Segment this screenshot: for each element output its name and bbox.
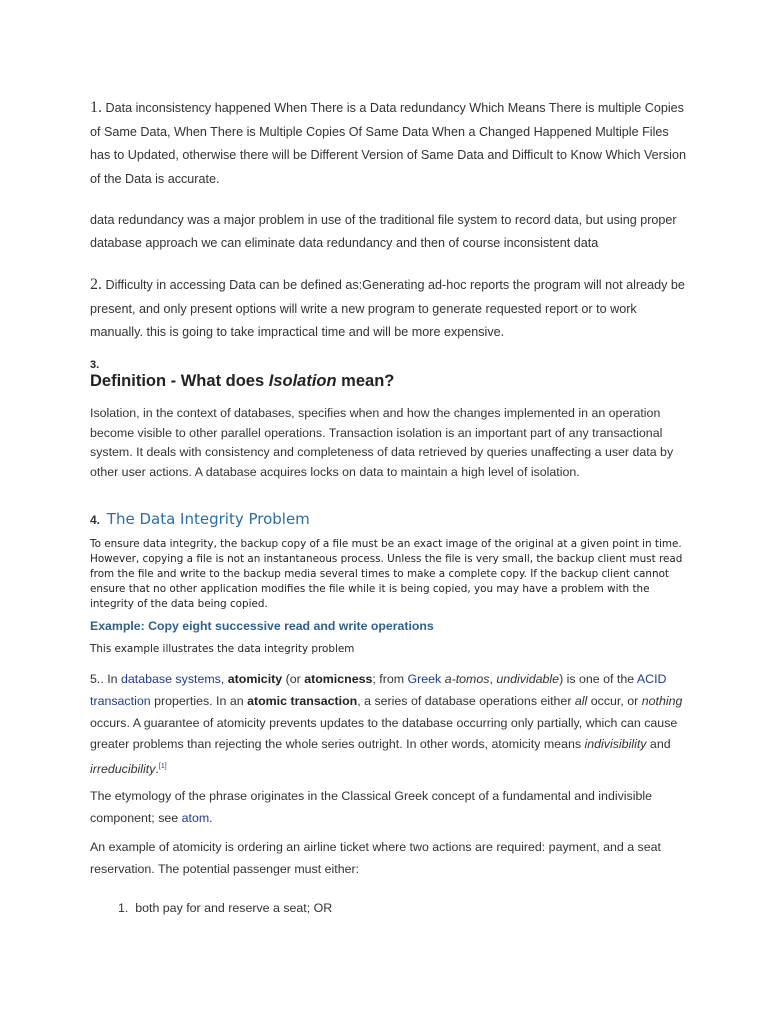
isolation-paragraph: Isolation, in the context of databases, specifies when and how the changes implemented in an operation become visible to other parallel operations. Transaction isolation is an important part of any transactional system. It deals with consistency and completeness of data retrieved by queries unaffecting a user data by other user actions. A database acquires locks on data to maintain a high level of isolation.	[90, 406, 674, 479]
paragraph-text: Difficulty in accessing Data can be defined as:Generating ad-hoc reports the program will not already be present, and only present options will write a new program to generate requested report or to work manually. this is going to take impractical time and will be more expensive.	[90, 278, 685, 339]
example-title: Example: Copy eight successive read and write operations	[90, 619, 434, 633]
section-number-3: 3.	[90, 359, 100, 371]
list-item	[118, 901, 718, 915]
text-run: ,	[489, 672, 497, 686]
text-run: properties. In an	[150, 693, 248, 708]
heading-text: mean?	[336, 372, 395, 390]
paragraph-redundancy	[90, 209, 690, 254]
database-systems-link[interactable]: database systems	[121, 672, 221, 686]
italic-term: all	[574, 693, 588, 708]
text-run: ; from	[372, 672, 408, 686]
text-run: ,	[220, 672, 228, 686]
paragraph-1	[90, 96, 690, 191]
text-run: .	[209, 810, 213, 825]
paragraph-text: data redundancy was a major problem in use of the traditional file system to record data, but using proper database approach we can eliminate data redundancy and then of course inconsistent data	[90, 213, 677, 250]
italic-term: indivisibility	[584, 737, 647, 752]
text-run: (or	[282, 672, 305, 686]
italic-term: nothing	[641, 693, 683, 708]
section-number: 2.	[90, 276, 102, 293]
isolation-heading	[90, 372, 690, 391]
acid-transaction-link[interactable]: ACID transaction	[90, 672, 667, 708]
text-run: In	[103, 672, 121, 686]
example-text: This example illustrates the data integrity problem	[90, 643, 355, 655]
bold-term: atomicity	[227, 672, 283, 686]
text-run: occurs. A guarantee of atomicity prevents updates to the database occurring only partially, which can cause greater problems than rejecting the whole series outright. In other words, atomicity means	[90, 715, 678, 752]
italic-term: undividable	[496, 672, 560, 686]
section-number: 5..	[90, 672, 104, 686]
section-number: 1.	[90, 99, 102, 116]
atom-link[interactable]: atom	[181, 810, 210, 825]
paragraph-text: The etymology of the phrase originates in the Classical Greek concept of a fundamental and indivisible component; see	[90, 789, 653, 825]
section-number: 4.	[90, 513, 101, 527]
list-item-text: both pay for and reserve a seat; OR	[135, 901, 333, 915]
text-run: ) is one of the	[559, 672, 637, 686]
bold-term: atomicness	[304, 672, 373, 686]
italic-term: a-tomos	[444, 672, 490, 686]
text-run: .	[155, 762, 159, 777]
paragraph-text: Data inconsistency happened When There is a Data redundancy Which Means There is multiple Copies of Same Data, When There is Multiple Copies Of Same Data When a Changed Happened Multiple Files has to Updated, otherwise there will be Different Version of Same Data and Difficult to Know Which Version of the Data is accurate.	[90, 101, 686, 186]
data-integrity-paragraph: To ensure data integrity, the backup copy of a file must be an exact image of the original at a given point in time. However, copying a file is not an instantaneous process. Unless the file is very small, the backup client must read from the file and write to the backup media several times to make a complete copy. If the backup client cannot ensure that no other application modifies the file while it is being copied, you may have a problem with the integrity of the data being copied.	[90, 538, 683, 610]
bold-term: atomic transaction	[247, 693, 358, 708]
heading-text: Definition - What does	[90, 372, 269, 390]
atomicity-paragraph	[90, 669, 685, 781]
italic-term: irreducibility	[90, 762, 156, 777]
text-run: occur, or	[587, 693, 642, 708]
paragraph-2	[90, 273, 690, 345]
heading-text: The Data Integrity Problem	[106, 510, 310, 528]
airline-example-paragraph: An example of atomicity is ordering an airline ticket where two actions are required: payment, and a seat reservation. The potential passenger must either:	[90, 840, 661, 876]
reference-link[interactable]: [1]	[158, 763, 167, 771]
etymology-paragraph	[90, 786, 690, 830]
data-integrity-heading	[90, 510, 690, 528]
list-number: 1.	[118, 901, 129, 915]
heading-emphasis: Isolation	[268, 372, 337, 390]
greek-link[interactable]: Greek	[407, 672, 442, 686]
text-run: and	[646, 737, 671, 752]
text-run: , a series of database operations either	[357, 693, 575, 708]
